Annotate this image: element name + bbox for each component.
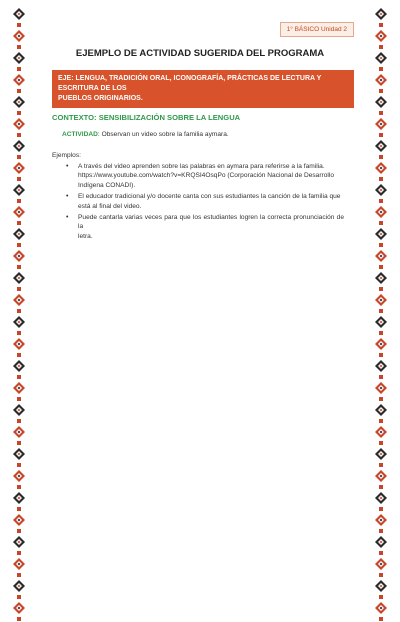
dot-motif-icon: [16, 308, 22, 314]
unit-badge-text: 1° BÁSICO Unidad 2: [286, 26, 347, 33]
dot-motif-icon: [16, 132, 22, 138]
dot-motif-icon: [16, 352, 22, 358]
example-1-line-1: A través del video aprenden sobre las palabras en aymara para referirse a la familia.: [78, 163, 325, 170]
diamond-motif-icon: [375, 30, 387, 42]
dot-motif-icon: [16, 418, 22, 424]
diamond-motif-icon: [375, 8, 387, 20]
diamond-motif-icon: [375, 338, 387, 350]
diamond-motif-icon: [13, 558, 25, 570]
diamond-motif-icon: [375, 602, 387, 614]
diamond-motif-icon: [13, 602, 25, 614]
activity-line: [62, 131, 229, 138]
diamond-motif-icon: [375, 580, 387, 592]
dot-motif-icon: [16, 594, 22, 600]
dot-motif-icon: [378, 396, 384, 402]
diamond-motif-icon: [13, 470, 25, 482]
dot-motif-icon: [378, 176, 384, 182]
example-2-line-1: El educador tradicional y/o docente canta con sus estudiantes la canción de la familia que: [78, 193, 341, 201]
diamond-motif-icon: [13, 536, 25, 548]
diamond-motif-icon: [13, 228, 25, 240]
right-decorative-border: [370, 0, 392, 400]
diamond-motif-icon: [375, 294, 387, 306]
eje-banner-line2: PUEBLOS ORIGINARIOS.: [58, 95, 143, 102]
diamond-motif-icon: [13, 8, 25, 20]
dot-motif-icon: [16, 374, 22, 380]
dot-motif-icon: [378, 572, 384, 578]
diamond-motif-icon: [375, 404, 387, 416]
dot-motif-icon: [16, 484, 22, 490]
diamond-motif-icon: [13, 338, 25, 350]
diamond-motif-icon: [13, 514, 25, 526]
example-3-line-1: Puede cantarla varias veces para que los estudiantes logren la correcta pronunciación de la: [78, 214, 344, 231]
bullet-icon: •: [66, 163, 69, 170]
dot-motif-icon: [378, 550, 384, 556]
example-1-link[interactable]: https://www.youtube.com/watch?v=KRQSI4OsqPo (Corporación Nacional de Desarrollo: [78, 172, 334, 180]
diamond-motif-icon: [375, 448, 387, 460]
eje-banner: [52, 70, 354, 108]
dot-motif-icon: [378, 88, 384, 94]
diamond-motif-icon: [13, 316, 25, 328]
example-item-3: [64, 213, 344, 241]
unit-badge: [280, 22, 354, 37]
dot-motif-icon: [378, 242, 384, 248]
dot-motif-icon: [378, 66, 384, 72]
diamond-motif-icon: [13, 250, 25, 262]
dot-motif-icon: [16, 528, 22, 534]
diamond-motif-icon: [375, 316, 387, 328]
eje-banner-line1: EJE: LENGUA, TRADICIÓN ORAL, ICONOGRAFÍA, PRÁCTICAS DE LECTURA Y ESCRITURA DE LOS: [58, 75, 322, 92]
dot-motif-icon: [378, 286, 384, 292]
diamond-motif-icon: [13, 96, 25, 108]
diamond-motif-icon: [13, 30, 25, 42]
dot-motif-icon: [16, 550, 22, 556]
dot-motif-icon: [378, 440, 384, 446]
context-title: CONTEXTO: SENSIBILIZACIÓN SOBRE LA LENGUA: [52, 113, 241, 122]
diamond-motif-icon: [375, 558, 387, 570]
diamond-motif-icon: [375, 382, 387, 394]
diamond-motif-icon: [13, 580, 25, 592]
dot-motif-icon: [16, 154, 22, 160]
dot-motif-icon: [378, 198, 384, 204]
left-decorative-border: [8, 0, 30, 400]
diamond-motif-icon: [375, 206, 387, 218]
activity-text: : Observan un video sobre la familia aymara.: [97, 131, 229, 138]
diamond-motif-icon: [375, 74, 387, 86]
dot-motif-icon: [378, 374, 384, 380]
diamond-motif-icon: [13, 74, 25, 86]
dot-motif-icon: [16, 440, 22, 446]
diamond-motif-icon: [13, 206, 25, 218]
bullet-icon: •: [66, 193, 69, 201]
diamond-motif-icon: [375, 360, 387, 372]
diamond-motif-icon: [13, 140, 25, 152]
dot-motif-icon: [378, 154, 384, 160]
dot-motif-icon: [378, 462, 384, 468]
diamond-motif-icon: [375, 536, 387, 548]
dot-motif-icon: [16, 396, 22, 402]
dot-motif-icon: [16, 176, 22, 182]
dot-motif-icon: [378, 418, 384, 424]
dot-motif-icon: [378, 330, 384, 336]
dot-motif-icon: [16, 220, 22, 226]
dot-motif-icon: [16, 110, 22, 116]
dot-motif-icon: [16, 264, 22, 270]
diamond-motif-icon: [13, 360, 25, 372]
diamond-motif-icon: [375, 228, 387, 240]
dot-motif-icon: [378, 110, 384, 116]
diamond-motif-icon: [375, 272, 387, 284]
dot-motif-icon: [16, 616, 22, 622]
diamond-motif-icon: [13, 162, 25, 174]
dot-motif-icon: [16, 198, 22, 204]
diamond-motif-icon: [375, 118, 387, 130]
diamond-motif-icon: [375, 162, 387, 174]
diamond-motif-icon: [13, 184, 25, 196]
diamond-motif-icon: [375, 140, 387, 152]
example-item-1: [64, 162, 344, 190]
diamond-motif-icon: [13, 118, 25, 130]
example-item-2: [64, 192, 344, 211]
diamond-motif-icon: [13, 404, 25, 416]
diamond-motif-icon: [375, 470, 387, 482]
dot-motif-icon: [378, 594, 384, 600]
dot-motif-icon: [16, 66, 22, 72]
dot-motif-icon: [378, 132, 384, 138]
diamond-motif-icon: [13, 448, 25, 460]
bullet-icon: •: [66, 214, 69, 222]
dot-motif-icon: [378, 528, 384, 534]
dot-motif-icon: [378, 352, 384, 358]
dot-motif-icon: [16, 242, 22, 248]
dot-motif-icon: [378, 22, 384, 28]
diamond-motif-icon: [13, 382, 25, 394]
examples-label: Ejemplos:: [52, 152, 81, 159]
diamond-motif-icon: [375, 184, 387, 196]
dot-motif-icon: [378, 616, 384, 622]
dot-motif-icon: [16, 88, 22, 94]
dot-motif-icon: [378, 484, 384, 490]
diamond-motif-icon: [13, 272, 25, 284]
diamond-motif-icon: [13, 294, 25, 306]
page-title: EJEMPLO DE ACTIVIDAD SUGERIDA DEL PROGRAMA: [75, 48, 325, 59]
diamond-motif-icon: [375, 492, 387, 504]
dot-motif-icon: [16, 286, 22, 292]
activity-label: ACTIVIDAD: [62, 131, 98, 138]
dot-motif-icon: [16, 462, 22, 468]
dot-motif-icon: [16, 506, 22, 512]
diamond-motif-icon: [375, 426, 387, 438]
diamond-motif-icon: [13, 492, 25, 504]
example-3-line-2: letra.: [78, 232, 93, 240]
dot-motif-icon: [378, 220, 384, 226]
dot-motif-icon: [378, 264, 384, 270]
example-2-line-2: está al final del video.: [78, 202, 142, 210]
dot-motif-icon: [16, 22, 22, 28]
dot-motif-icon: [378, 506, 384, 512]
diamond-motif-icon: [375, 96, 387, 108]
dot-motif-icon: [378, 308, 384, 314]
diamond-motif-icon: [13, 426, 25, 438]
diamond-motif-icon: [375, 250, 387, 262]
dot-motif-icon: [16, 572, 22, 578]
examples-list: [64, 162, 344, 243]
example-1-line-3: Indígena CONADI).: [78, 181, 136, 189]
dot-motif-icon: [16, 330, 22, 336]
diamond-motif-icon: [375, 514, 387, 526]
